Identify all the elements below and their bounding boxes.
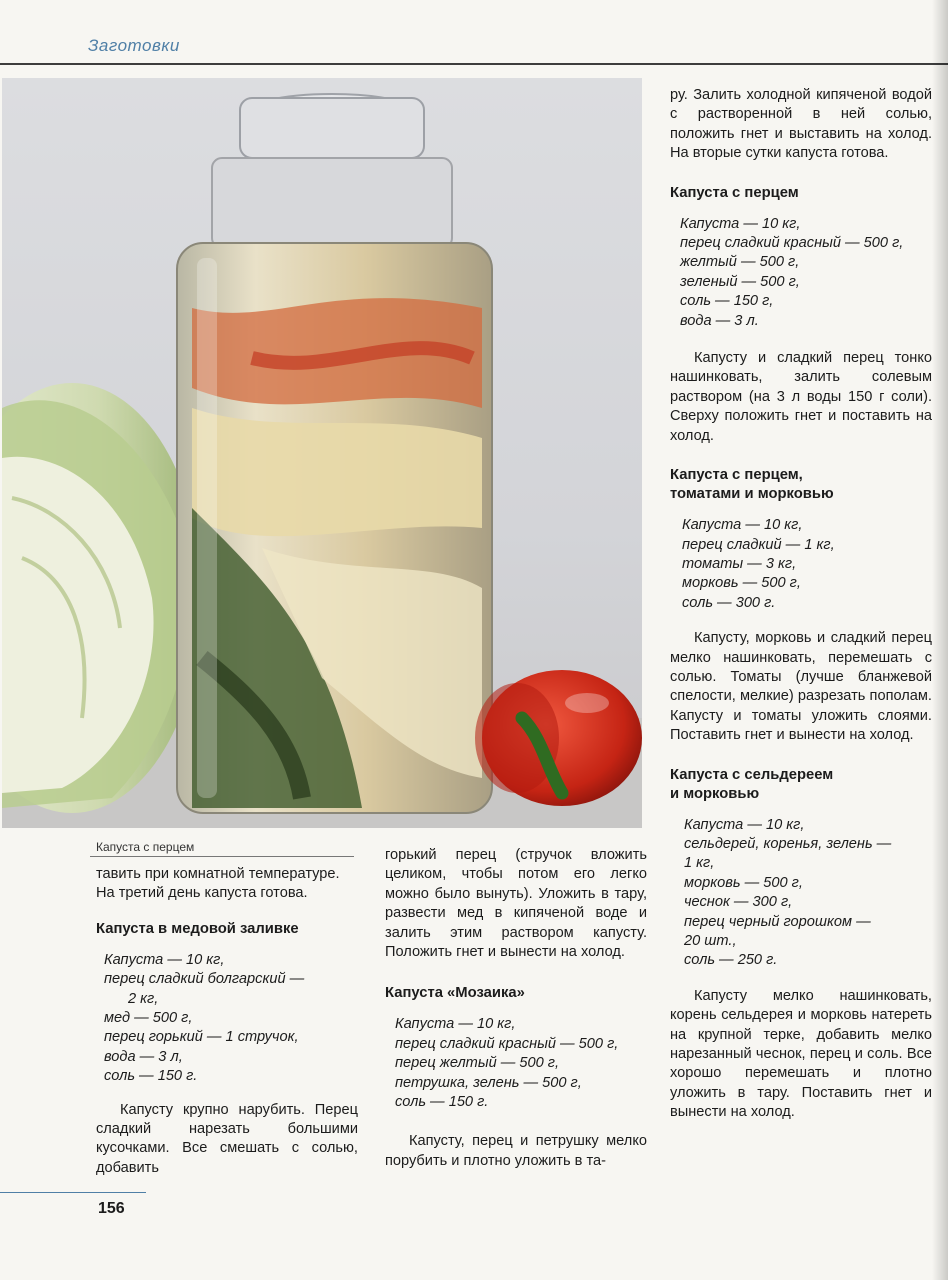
- ingredient-line: соль — 150 г,: [680, 293, 774, 310]
- ingredient-line: чеснок — 300 г,: [684, 894, 793, 911]
- ingredient-line: перец сладкий красный — 500 г,: [680, 235, 904, 252]
- recipe-title-line: Капуста с перцем,: [670, 467, 803, 484]
- ingredient-line: Капуста — 10 кг,: [104, 951, 225, 968]
- ingredient-line: сельдерей, коренья, зелень —: [684, 835, 892, 852]
- continuation-paragraph: ру. Залить холодной кипяченой водой с растворенной в ней солью, положить гнет и выставить на холод. На вторые сутки капуста готова.: [670, 87, 932, 162]
- photo-caption: Капуста с перцем: [96, 840, 195, 854]
- ingredient-list: [96, 951, 358, 1087]
- page-number: 156: [98, 1200, 125, 1217]
- column-2: [385, 846, 647, 1171]
- ingredient-line: Капуста — 10 кг,: [682, 517, 803, 534]
- continuation-paragraph: горький перец (стручок вложить целиком, чтобы потом его легко можно было вынуть). Уложить в тару, развести мед в кипяченой воде и залить этим раствором капусту. Положить гнет и вынести на холод.: [385, 847, 647, 961]
- ingredient-list: [670, 816, 932, 971]
- glass-jar-image: [177, 94, 492, 813]
- ingredient-line: перец сладкий — 1 кг,: [682, 536, 835, 553]
- recipe-instructions: Капусту мелко нашинковать, корень сельдерея и морковь натереть на крупной терке, добавить мелко нарезанный чеснок, перец и соль. Все хорошо перемешать и плотно уложить в тару. Поставить гнет и вынести на холод.: [670, 987, 932, 1121]
- ingredient-line: Капуста — 10 кг,: [684, 816, 805, 833]
- header-rule: [0, 63, 948, 65]
- recipe-instructions: Капусту, перец и петрушку мелко порубить и плотно уложить в та-: [385, 1133, 647, 1169]
- ingredient-line: зеленый — 500 г,: [680, 273, 800, 290]
- recipe-title: Капуста с перцем: [670, 184, 799, 201]
- red-pepper-image: [475, 670, 642, 806]
- ingredient-line: 1 кг,: [684, 855, 715, 872]
- ingredient-line: вода — 3 л,: [104, 1048, 183, 1065]
- caption-rule: [90, 856, 354, 857]
- ingredient-list: [670, 215, 932, 331]
- recipe-title-line: томатами и морковью: [670, 486, 834, 503]
- ingredient-line: перец сладкий красный — 500 г,: [395, 1035, 619, 1052]
- recipe-title: Капуста «Мозаика»: [385, 985, 525, 1002]
- recipe-instructions: Капусту крупно нарубить. Перец сладкий нарезать большими кусочками. Все смешать с солью, добавить: [96, 1101, 358, 1176]
- ingredient-line: перец желтый — 500 г,: [395, 1055, 560, 1072]
- page-spine-shadow: [932, 0, 948, 1280]
- ingredient-line: томаты — 3 кг,: [682, 555, 797, 572]
- footer-rule: [0, 1192, 146, 1193]
- ingredient-line: петрушка, зелень — 500 г,: [395, 1074, 582, 1091]
- continuation-line: На третий день капуста готова.: [96, 885, 308, 902]
- recipe-title: Капуста в медовой заливке: [96, 920, 299, 937]
- recipe-title-line: и морковью: [670, 785, 760, 802]
- ingredient-line: Капуста — 10 кг,: [395, 1016, 516, 1033]
- ingredient-line: соль — 300 г.: [682, 594, 776, 611]
- column-1: [96, 865, 358, 1178]
- ingredient-line: морковь — 500 г,: [682, 575, 801, 592]
- ingredient-line: морковь — 500 г,: [684, 874, 803, 891]
- column-3: [670, 86, 932, 1123]
- ingredient-list: [670, 516, 932, 613]
- ingredient-line: перец сладкий болгарский —: [104, 971, 305, 988]
- ingredient-line: Капуста — 10 кг,: [680, 215, 801, 232]
- continuation-line: тавить при комнатной температуре.: [96, 866, 340, 882]
- section-header: Заготовки: [88, 36, 180, 55]
- photo-illustration: [2, 78, 642, 828]
- recipe-instructions: Капусту, морковь и сладкий перец мелко нашинковать, перемешать с солью. Томаты (лучше бланжевой спелости, мелкие) разрезать пополам. Капусту и томаты уложить слоями. Поставить гнет и вынести на холод.: [670, 630, 932, 744]
- ingredient-line: вода — 3 л.: [680, 312, 759, 329]
- ingredient-line: соль — 150 г.: [104, 1068, 198, 1085]
- ingredient-list: [385, 1015, 647, 1112]
- ingredient-line: перец горький — 1 стручок,: [104, 1029, 299, 1046]
- ingredient-line: мед — 500 г,: [104, 1010, 193, 1027]
- ingredient-line: соль — 150 г.: [395, 1094, 489, 1111]
- ingredient-line: 20 шт.,: [684, 933, 737, 949]
- ingredient-line: перец черный горошком —: [684, 913, 871, 930]
- ingredient-line: 2 кг,: [128, 990, 159, 1007]
- recipe-title-line: Капуста с сельдереем: [670, 766, 834, 783]
- ingredient-line: соль — 250 г.: [684, 952, 778, 969]
- ingredient-line: желтый — 500 г,: [680, 254, 800, 271]
- recipe-instructions: Капусту и сладкий перец тонко нашинковать, залить солевым раствором (на 3 л воды 150 г соли). Сверху положить гнет и поставить на холод.: [670, 350, 932, 444]
- recipe-photo: [2, 78, 642, 828]
